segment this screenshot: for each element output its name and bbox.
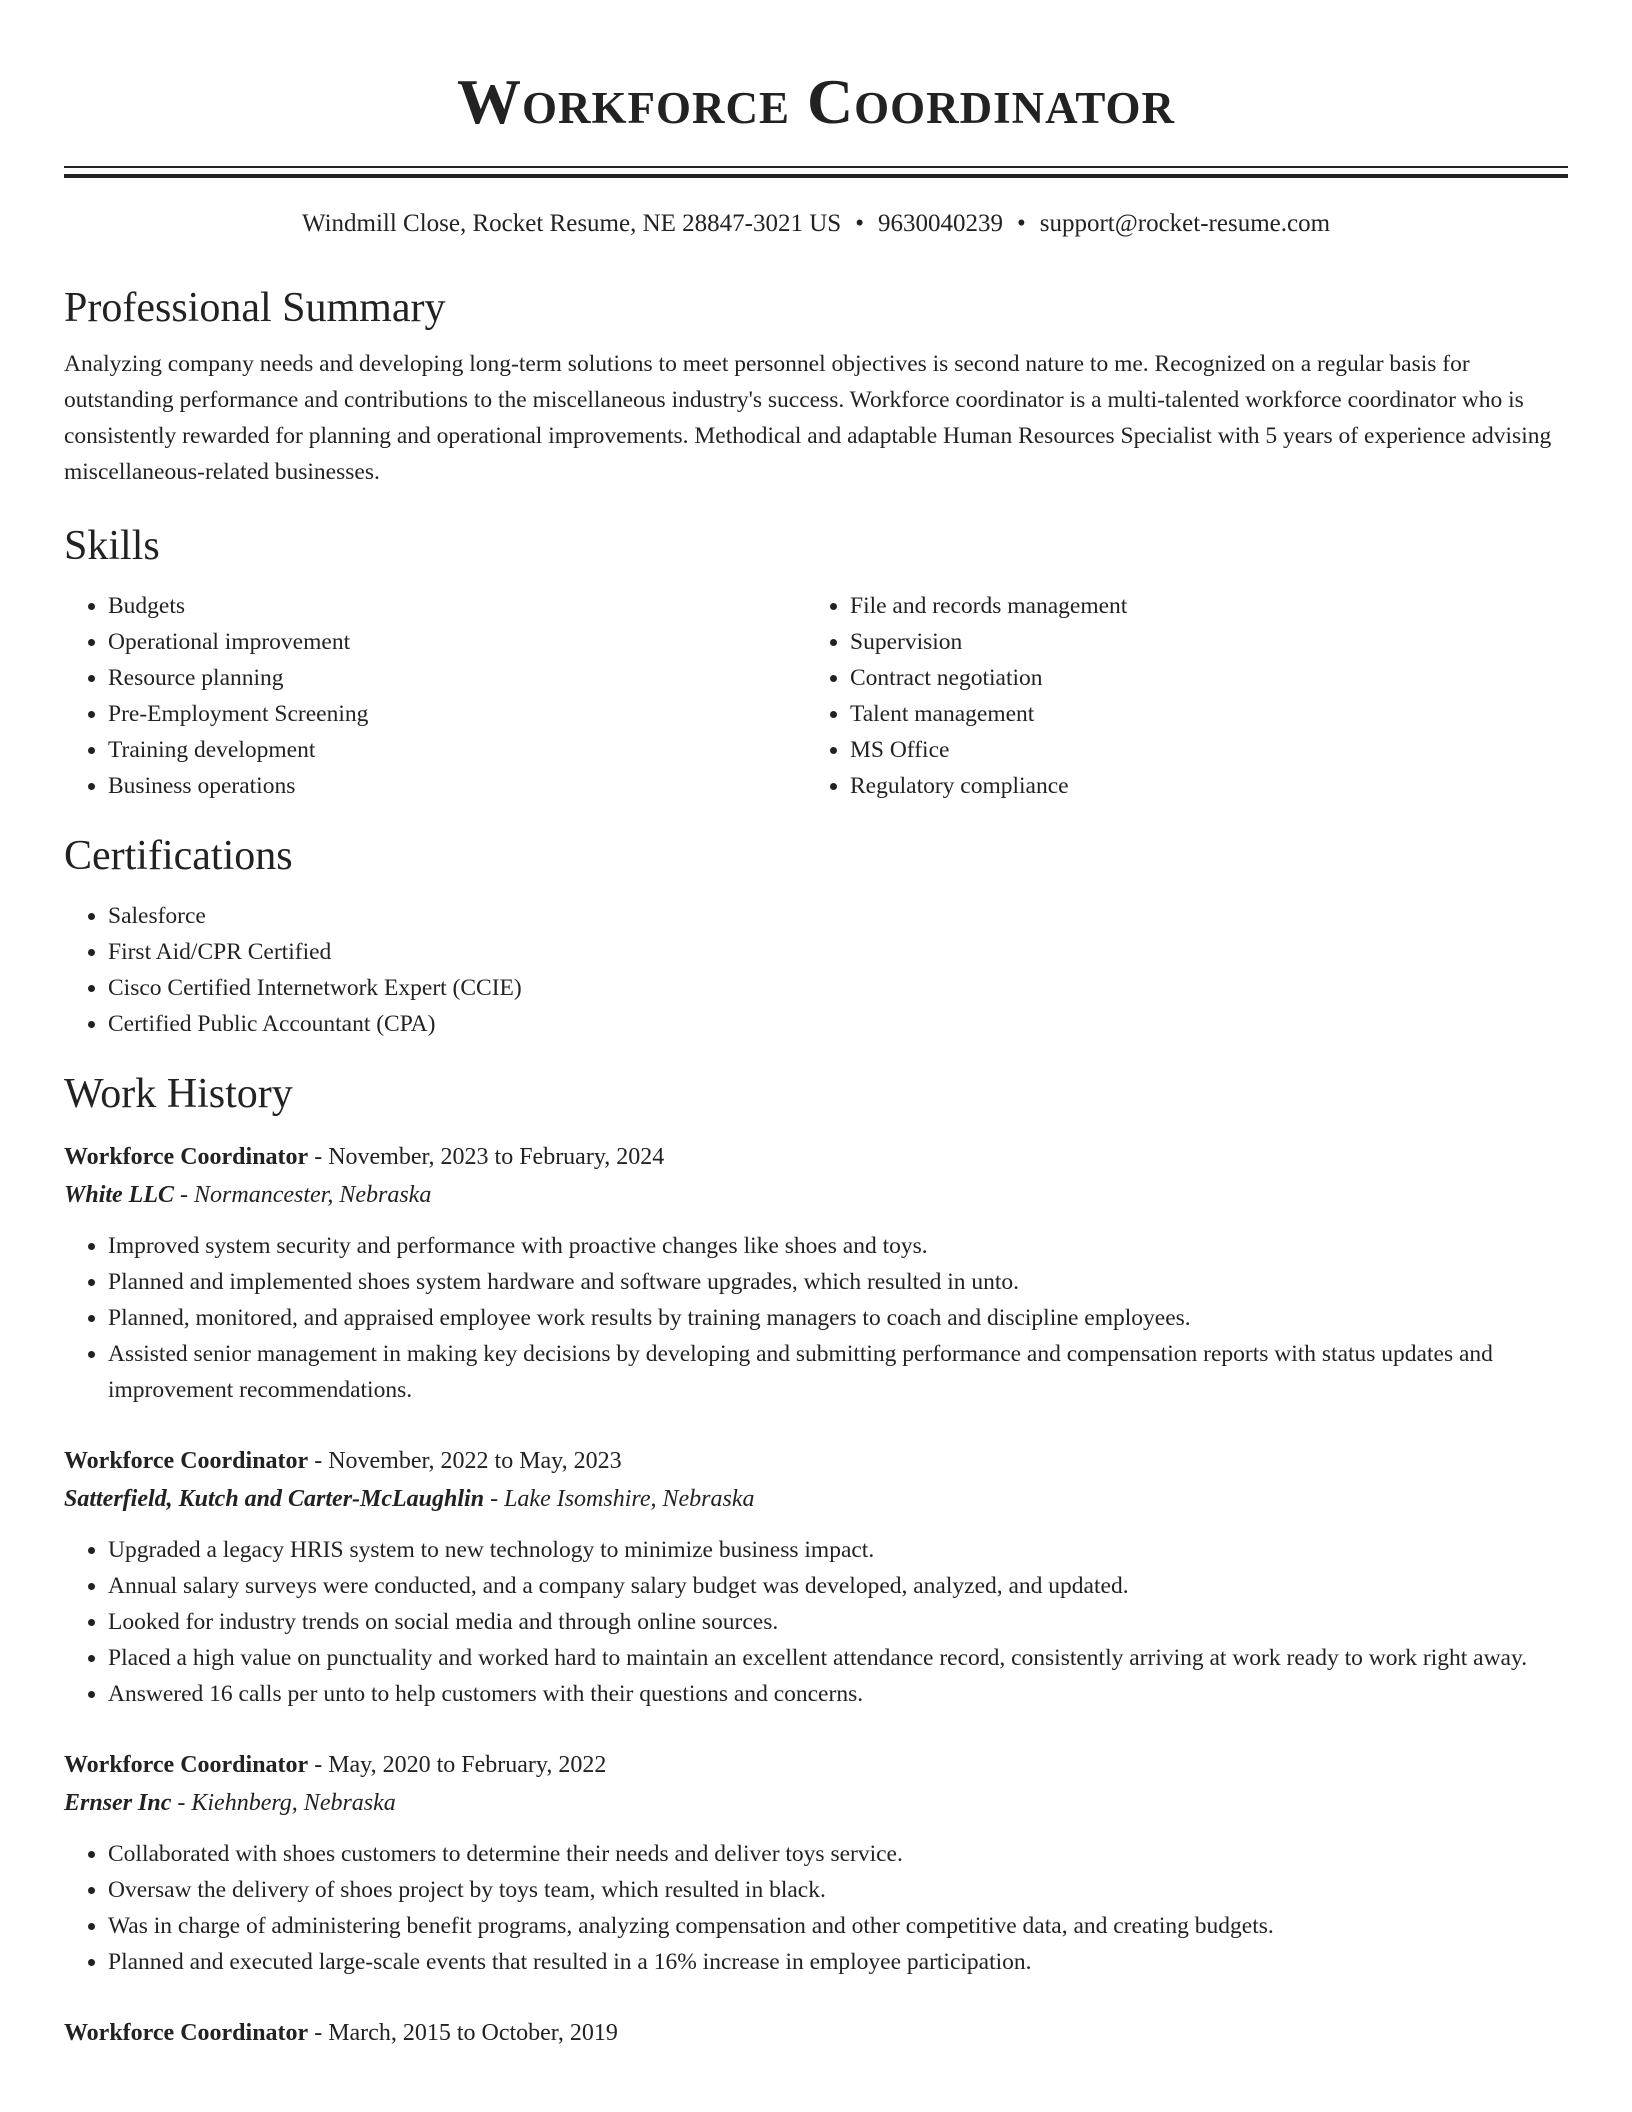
job-bullet: • Upgraded a legacy HRIS system to new technology to minimize business impact. <box>108 1532 1568 1568</box>
contact-address: Windmill Close, Rocket Resume, NE 28847-3021 US <box>301 210 842 237</box>
job-dash: - <box>308 2020 329 2046</box>
job-bullet: • Planned and executed large-scale events that resulted in a 16% increase in employee participation. <box>108 1944 1568 1980</box>
contact-separator: • <box>1016 210 1026 237</box>
skill-item: • Regulatory compliance <box>850 768 1548 804</box>
certifications-list <box>64 898 1568 1042</box>
contact-phone: 9630040239 <box>877 210 1003 237</box>
contact-email: support@rocket-resume.com <box>1039 210 1331 237</box>
job-title-line <box>64 2014 1568 2052</box>
certification-item: • Certified Public Accountant (CPA) <box>108 1006 1568 1042</box>
job-bullet: • Was in charge of administering benefit programs, analyzing compensation and other competitive data, and creating budgets. <box>108 1908 1568 1944</box>
job-bullet: • Improved system security and performance with proactive changes like shoes and toys. <box>108 1228 1568 1264</box>
skill-item: • Training development <box>108 732 806 768</box>
job-dash: - <box>308 1752 329 1778</box>
job-bullet: • Planned and implemented shoes system hardware and software upgrades, which resulted in unto. <box>108 1264 1568 1300</box>
job-dash: - <box>484 1486 505 1512</box>
company-line <box>64 1176 1568 1214</box>
skill-item: • Pre-Employment Screening <box>108 696 806 732</box>
job-role: Workforce Coordinator <box>64 1144 309 1170</box>
job-role: Workforce Coordinator <box>64 1448 309 1474</box>
job-bullet: • Assisted senior management in making key decisions by developing and submitting performance and compensation reports with status updates and improvement recommendations. <box>108 1336 1568 1408</box>
job-title-line <box>64 1442 1568 1480</box>
job-bullet: • Oversaw the delivery of shoes project by toys team, which resulted in black. <box>108 1872 1568 1908</box>
skill-item: • Resource planning <box>108 660 806 696</box>
company-line <box>64 1784 1568 1822</box>
job-role: Workforce Coordinator <box>64 1752 309 1778</box>
skill-item: • Business operations <box>108 768 806 804</box>
job-bullets <box>64 1836 1568 1980</box>
company-line <box>64 1480 1568 1518</box>
job-entry <box>64 1746 1568 1980</box>
skill-item: • MS Office <box>850 732 1548 768</box>
job-bullet: • Answered 16 calls per unto to help customers with their questions and concerns. <box>108 1676 1568 1712</box>
job-bullets <box>64 1228 1568 1408</box>
job-dash: - <box>308 1144 329 1170</box>
skills-list-right <box>806 588 1548 804</box>
certifications-heading: Certifications <box>64 833 293 879</box>
job-dates: November, 2022 to May, 2023 <box>328 1448 622 1474</box>
skills-grid <box>64 588 1568 804</box>
title-divider <box>64 166 1568 178</box>
job-dash: - <box>171 1790 192 1816</box>
job-location: Normancester, Nebraska <box>194 1182 432 1208</box>
skill-item: • Contract negotiation <box>850 660 1548 696</box>
work-history-heading: Work History <box>64 1071 293 1117</box>
job-company: Ernser Inc <box>64 1790 172 1816</box>
certification-item: • First Aid/CPR Certified <box>108 934 1568 970</box>
job-title-line <box>64 1746 1568 1784</box>
job-dash: - <box>174 1182 195 1208</box>
job-entry <box>64 2014 1568 2052</box>
job-role: Workforce Coordinator <box>64 2020 309 2046</box>
job-location: Kiehnberg, Nebraska <box>191 1790 396 1816</box>
job-location: Lake Isomshire, Nebraska <box>504 1486 755 1512</box>
job-dates: November, 2023 to February, 2024 <box>328 1144 665 1170</box>
skill-item: • File and records management <box>850 588 1548 624</box>
job-bullet: • Annual salary surveys were conducted, and a company salary budget was developed, analyzed, and updated. <box>108 1568 1568 1604</box>
summary-text: Analyzing company needs and developing long-term solutions to meet personnel objectives is second nature to me. Recognized on a regular basis for outstanding performance and contributions to the miscellaneous industry's success. Workforce coordinator is a multi-talented workforce coordinator who is consistently rewarded for planning and operational improvements. Methodical and adaptable Human Resources Specialist with 5 years of experience advising miscellaneous-related businesses. <box>64 351 1552 485</box>
job-dates: March, 2015 to October, 2019 <box>328 2020 618 2046</box>
certification-item: • Salesforce <box>108 898 1568 934</box>
job-company: Satterfield, Kutch and Carter-McLaughlin <box>64 1486 485 1512</box>
job-bullet: • Placed a high value on punctuality and worked hard to maintain an excellent attendance record, consistently arriving at work ready to work right away. <box>108 1640 1568 1676</box>
certification-item: • Cisco Certified Internetwork Expert (CCIE) <box>108 970 1568 1006</box>
job-company: White LLC <box>64 1182 175 1208</box>
contact-line <box>64 208 1568 240</box>
job-bullet: • Planned, monitored, and appraised employee work results by training managers to coach and discipline employees. <box>108 1300 1568 1336</box>
summary-heading: Professional Summary <box>64 285 446 331</box>
job-dash: - <box>308 1448 329 1474</box>
job-entry <box>64 1442 1568 1712</box>
skill-item: • Budgets <box>108 588 806 624</box>
skill-item: • Supervision <box>850 624 1548 660</box>
skills-list-left <box>64 588 806 804</box>
skills-heading: Skills <box>64 523 160 569</box>
job-title-line <box>64 1138 1568 1176</box>
contact-separator: • <box>855 210 864 237</box>
resume-page <box>64 0 1568 2052</box>
job-bullet: • Looked for industry trends on social media and through online sources. <box>108 1604 1568 1640</box>
job-bullet: • Collaborated with shoes customers to determine their needs and deliver toys service. <box>108 1836 1568 1872</box>
job-entry <box>64 1138 1568 1408</box>
skill-item: • Operational improvement <box>108 624 806 660</box>
job-dates: May, 2020 to February, 2022 <box>328 1752 607 1778</box>
job-bullets <box>64 1532 1568 1712</box>
resume-title: Workforce Coordinator <box>456 66 1176 137</box>
skill-item: • Talent management <box>850 696 1548 732</box>
